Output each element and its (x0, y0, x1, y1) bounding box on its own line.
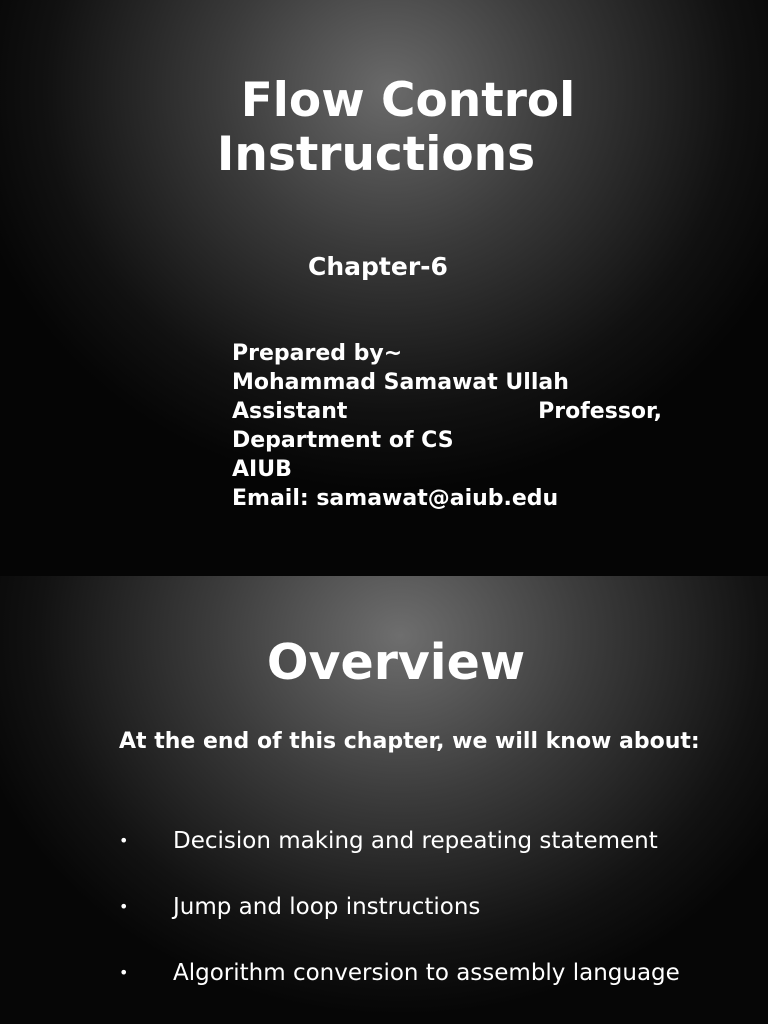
prepared-by-label: Prepared by~ (232, 341, 403, 366)
slide-title (0, 74, 768, 182)
title-line-1: Flow Control (240, 73, 576, 128)
list-item-text: Jump and loop instructions (173, 894, 481, 920)
overview-intro: At the end of this chapter, we will know about: (119, 729, 700, 754)
title-line-2: Instructions (216, 127, 536, 182)
bullet-icon: • (119, 831, 129, 850)
overview-title: Overview (266, 634, 526, 691)
position-word-2: Professor, (538, 399, 662, 424)
author-name: Mohammad Samawat Ullah (232, 370, 569, 395)
bullet-icon: • (119, 897, 129, 916)
author-department: Department of CS (232, 428, 454, 453)
list-item-text: Algorithm conversion to assembly language (173, 960, 680, 986)
author-institution: AIUB (232, 457, 292, 482)
chapter-label: Chapter-6 (308, 252, 448, 281)
author-position (232, 397, 662, 426)
position-word-1: Assistant (232, 399, 348, 424)
bullet-icon: • (119, 963, 129, 982)
overview-slide (0, 576, 768, 1024)
author-email: Email: samawat@aiub.edu (232, 486, 559, 511)
author-block (232, 339, 662, 513)
list-item-text: Decision making and repeating statement (173, 828, 658, 854)
